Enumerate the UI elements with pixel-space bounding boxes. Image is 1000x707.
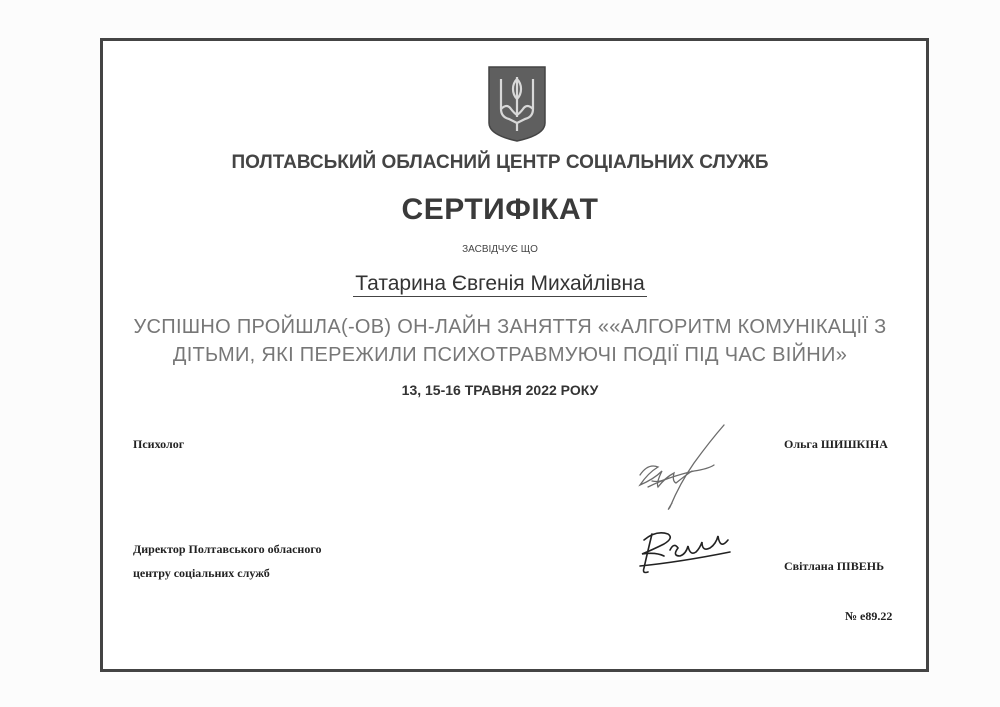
director-role-line-1: Директор Полтавського обласного bbox=[133, 542, 322, 556]
recipient-name: Татарина Євгенія Михайлівна bbox=[355, 272, 645, 295]
course-description: УСПІШНО ПРОЙШЛА(-ОВ) ОН-ЛАЙН ЗАНЯТТЯ ««АЛГОРИТМ КОМУНІКАЦІЇ З ДІТЬМИ, ЯКІ ПЕРЕЖИЛИ ПСИХОТРАВМУЮЧІ ПОДІЇ ПІД ЧАС ВІЙНИ» bbox=[133, 316, 887, 366]
certifies-label: ЗАСВІДЧУЄ ЩО bbox=[462, 244, 538, 255]
director-role-line-2: центру соціальних служб bbox=[133, 566, 270, 580]
organization-name: ПОЛТАВСЬКИЙ ОБЛАСНИЙ ЦЕНТР СОЦІАЛЬНИХ СЛУЖБ bbox=[231, 152, 769, 173]
psychologist-name: Ольга ШИШКІНА bbox=[784, 437, 888, 451]
director-role bbox=[133, 537, 321, 585]
director-signature bbox=[630, 520, 740, 580]
recipient-name-block bbox=[0, 272, 1000, 296]
certificate-number: № е89.22 bbox=[845, 609, 893, 623]
certificate-title: СЕРТИФІКАТ bbox=[401, 193, 599, 226]
psychologist-signature bbox=[620, 415, 740, 515]
psychologist-role: Психолог bbox=[133, 437, 185, 451]
course-dates: 13, 15-16 ТРАВНЯ 2022 РОКУ bbox=[401, 382, 599, 398]
trident-coat-of-arms-icon bbox=[487, 65, 547, 143]
director-name: Світлана ПІВЕНЬ bbox=[784, 559, 885, 573]
